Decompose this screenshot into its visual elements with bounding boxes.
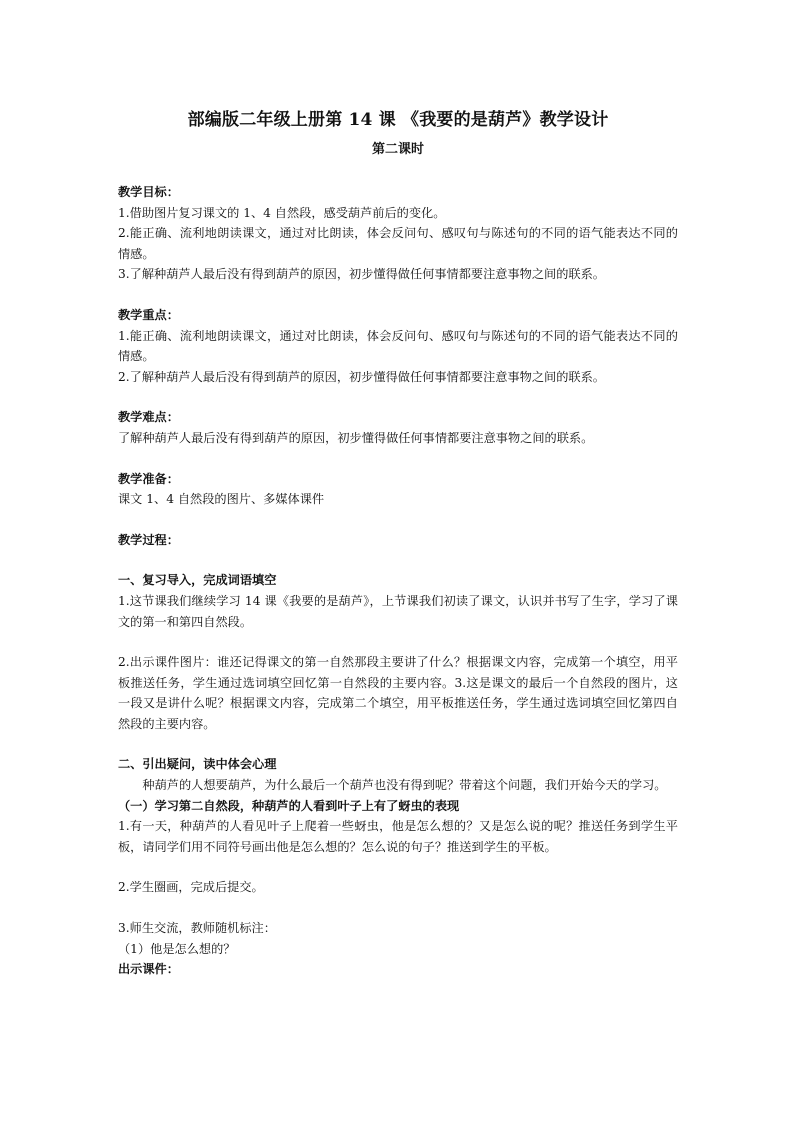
objective-item: 1.借助图片复习课文的 1、4 自然段，感受葫芦前后的变化。 <box>118 205 446 220</box>
section2-subheading: （一）学习第二自然段，种葫芦的人看到叶子上有了蚜虫的表现 <box>118 798 460 813</box>
objectives-section <box>118 182 678 285</box>
key-point-item: 1.能正确、流利地朗读课文，通过对比朗读，体会反问句、感叹句与陈述句的不同的语气能表达不同的情感。 <box>118 328 678 364</box>
key-points-section <box>118 305 678 387</box>
preparation-section <box>118 469 678 510</box>
document-title: 部编版二年级上册第 14 课 《我要的是葫芦》教学设计 <box>187 110 609 130</box>
process-heading: 教学过程： <box>118 532 179 547</box>
objectives-heading: 教学目标： <box>118 185 179 199</box>
section2-paragraph: 3.师生交流，教师随机标注： <box>118 921 276 936</box>
process-section <box>118 530 678 980</box>
section2-subitem: （1）他是怎么想的？ <box>118 941 236 956</box>
key-points-heading: 教学重点： <box>118 307 179 322</box>
document-body <box>118 108 678 980</box>
objective-item: 3.了解种葫芦人最后没有得到葫芦的原因，初步懂得做任何事情都要注意事物之间的联系。 <box>118 267 605 282</box>
section1-paragraph: 2.出示课件图片：谁还记得课文的第一自然那段主要讲了什么？根据课文内容，完成第一个填空，用平板推送任务，学生通过选词填空回忆第一自然段的主要内容。3.这是课文的最后一个自然段的图片，这一段又是讲什么呢？根据课文内容，完成第二个填空，用平板推送任务，学生通过选词填空回忆第四自然段的主要内容。 <box>118 655 678 731</box>
section2-paragraph: 1.有一天，种葫芦的人看见叶子上爬着一些蚜虫，他是怎么想的？又是怎么说的呢？推送任务到学生平板，请同学们用不同符号画出他是怎么想的？怎么说的句子？推送到学生的平板。 <box>118 819 678 854</box>
difficulties-text: 了解种葫芦人最后没有得到葫芦的原因，初步懂得做任何事情都要注意事物之间的联系。 <box>118 430 594 445</box>
courseware-label: 出示课件： <box>118 962 179 977</box>
section2-heading: 二、引出疑问，读中体会心理 <box>118 757 277 772</box>
key-point-item: 2.了解种葫芦人最后没有得到葫芦的原因，初步懂得做任何事情都要注意事物之间的联系。 <box>118 369 605 384</box>
difficulties-heading: 教学难点： <box>118 410 179 425</box>
section2-paragraph: 2.学生圈画，完成后提交。 <box>118 880 264 895</box>
document-subtitle: 第二课时 <box>371 142 424 157</box>
difficulties-section <box>118 407 678 448</box>
section2-intro: 种葫芦的人想要葫芦，为什么最后一个葫芦也没有得到呢？带着这个问题，我们开始今天的学习。 <box>142 778 667 793</box>
section1-paragraph: 1.这节课我们继续学习 14 课《我要的是葫芦》，上节课我们初读了课文，认识并书写了生字，学习了课文的第一和第四自然段。 <box>118 593 678 629</box>
objective-item: 2.能正确、流利地朗读课文，通过对比朗读，体会反问句、感叹句与陈述句的不同的语气能表达不同的情感。 <box>118 226 678 261</box>
preparation-heading: 教学准备： <box>118 471 179 486</box>
section1-heading: 一、复习导入，完成词语填空 <box>118 573 277 588</box>
preparation-text: 课文 1、4 自然段的图片、多媒体课件 <box>118 492 325 507</box>
